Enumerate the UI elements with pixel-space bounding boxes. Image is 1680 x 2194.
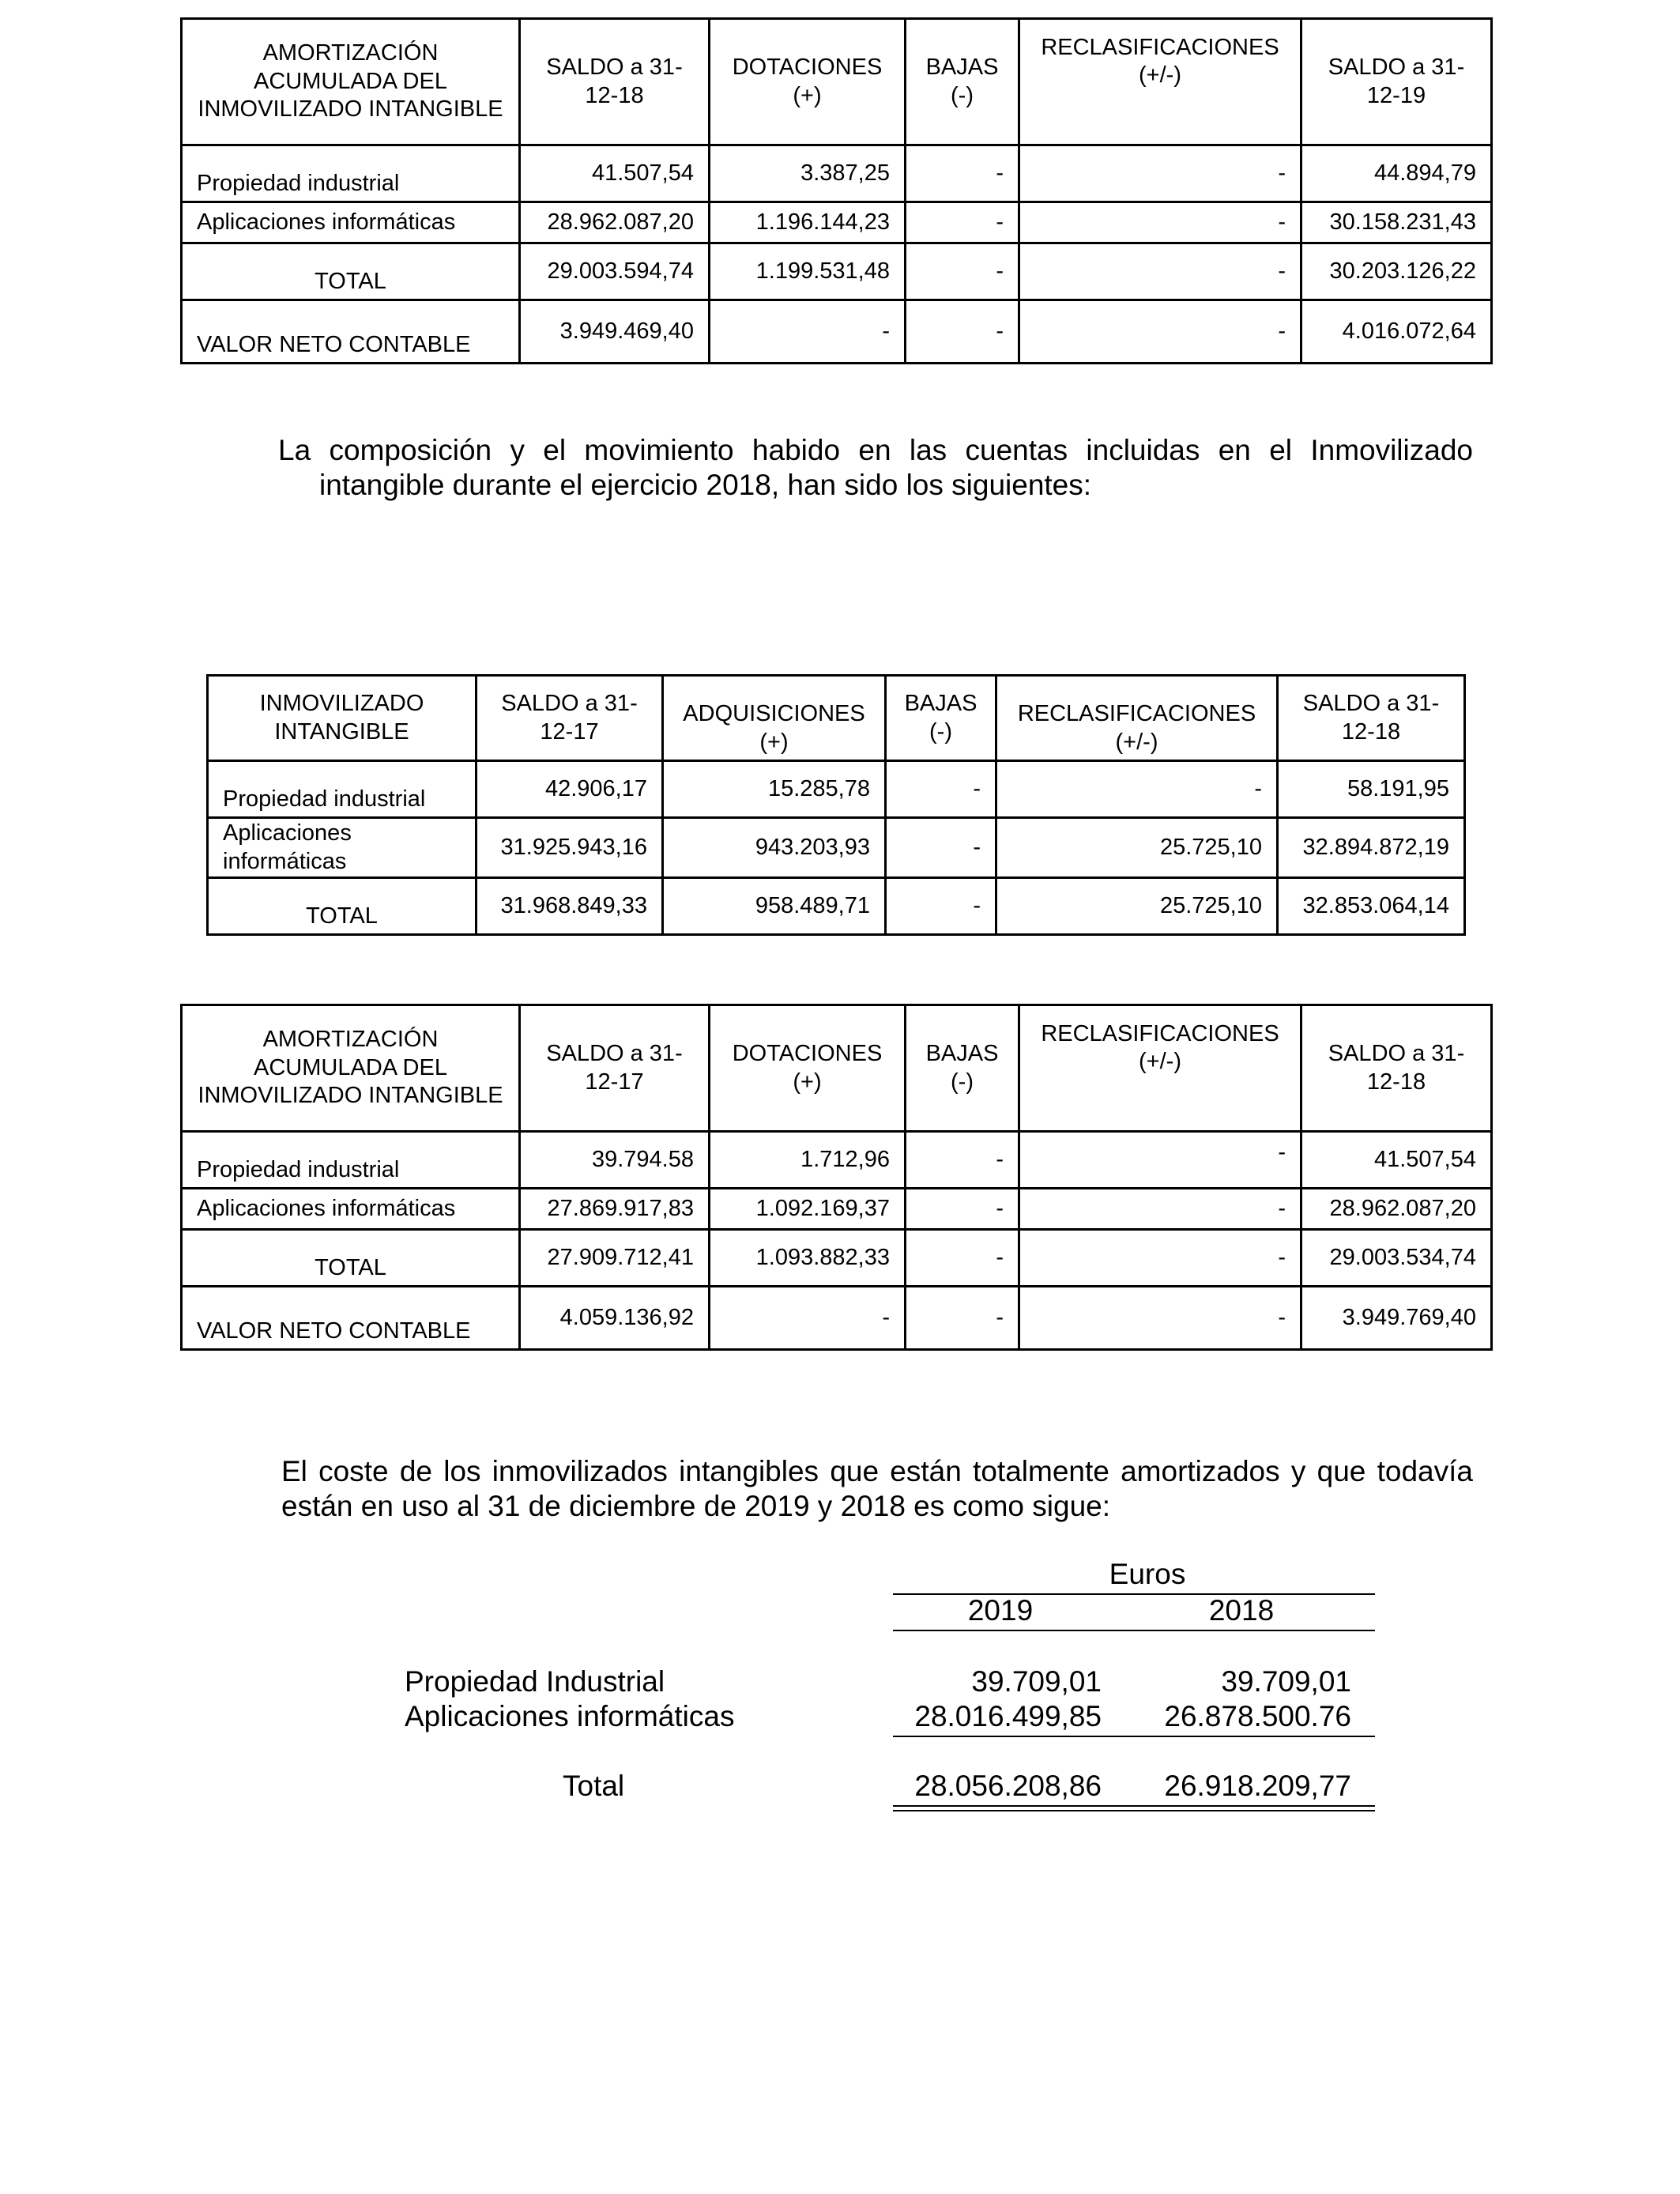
row-label: TOTAL (208, 878, 477, 935)
row-label: Propiedad industrial (208, 761, 477, 818)
paragraph-composition-2018: La composición y el movimiento habido en las cuentas incluidas en el Inmovilizado intangible durante el ejercicio 2018, han sido los siguientes: (278, 434, 1473, 501)
cell: - (906, 1230, 1019, 1287)
cell: 15.285,78 (663, 761, 886, 818)
column-header: RECLASIFICACIONES (+/-) (1019, 1005, 1301, 1132)
column-header: BAJAS (-) (886, 676, 996, 761)
table-row-total (208, 878, 1465, 935)
cell: 44.894,79 (1301, 145, 1492, 202)
cell: - (1019, 1287, 1301, 1350)
cell: 3.949.769,40 (1301, 1287, 1492, 1350)
cell: 27.909.712,41 (520, 1230, 710, 1287)
value-2019: 28.016.499,85 (914, 1700, 1102, 1732)
paragraph-fully-amortized: El coste de los inmovilizados intangibles que están totalmente amortizados y que todavía están en uso al 31 de diciembre de 2019 y 2018 es como sigue: (281, 1455, 1473, 1522)
year-header-2018: 2018 (1208, 1594, 1275, 1627)
column-header: SALDO a 31-12-18 (520, 19, 710, 145)
cell: 3.387,25 (710, 145, 906, 202)
cell: - (886, 878, 996, 935)
value-2019: 28.056.208,86 (914, 1770, 1102, 1802)
row-label: Propiedad industrial (182, 145, 520, 202)
row-label: TOTAL (182, 1230, 520, 1287)
row-label: TOTAL (182, 243, 520, 300)
table-row-net-value (182, 300, 1492, 364)
column-header: INMOVILIZADO INTANGIBLE (208, 676, 477, 761)
column-header: RECLASIFICACIONES (+/-) (996, 676, 1278, 761)
table-header-row (182, 19, 1492, 145)
intangible-assets-table-2018 (206, 674, 1466, 936)
column-header: SALDO a 31-12-19 (1301, 19, 1492, 145)
cell: 41.507,54 (520, 145, 710, 202)
cell: 29.003.534,74 (1301, 1230, 1492, 1287)
cell: - (906, 243, 1019, 300)
row-label: Aplicaciones informáticas (182, 1189, 520, 1230)
cell: 58.191,95 (1278, 761, 1465, 818)
cell: - (1019, 243, 1301, 300)
cell: 30.158.231,43 (1301, 202, 1492, 243)
row-label: Aplicaciones informáticas (405, 1700, 735, 1732)
cell: 25.725,10 (996, 878, 1278, 935)
cell: 1.196.144,23 (710, 202, 906, 243)
column-header: SALDO a 31-12-17 (477, 676, 663, 761)
column-header: SALDO a 31-12-18 (1301, 1005, 1492, 1132)
list-item (405, 1664, 1375, 1699)
table-header-row (182, 1005, 1492, 1132)
cell: - (906, 202, 1019, 243)
table-row (182, 145, 1492, 202)
cell: - (710, 1287, 906, 1350)
column-header: BAJAS (-) (906, 19, 1019, 145)
value-2018: 26.878.500.76 (1164, 1700, 1351, 1732)
column-header: SALDO a 31-12-18 (1278, 676, 1465, 761)
column-header: BAJAS (-) (906, 1005, 1019, 1132)
column-header: ADQUISICIONES (+) (663, 676, 886, 761)
column-header: RECLASIFICACIONES (+/-) (1019, 19, 1301, 145)
cell: 27.869.917,83 (520, 1189, 710, 1230)
table-row (208, 761, 1465, 818)
cell: - (1019, 202, 1301, 243)
cell: - (1019, 145, 1301, 202)
cell: - (1019, 300, 1301, 364)
total-row (405, 1769, 1375, 1804)
cell: 29.003.594,74 (520, 243, 710, 300)
cell: - (886, 761, 996, 818)
cell: 39.794.58 (520, 1132, 710, 1189)
cell: - (906, 1287, 1019, 1350)
column-header: DOTACIONES (+) (710, 1005, 906, 1132)
value-2018: 26.918.209,77 (1164, 1770, 1351, 1802)
year-header-2019: 2019 (967, 1594, 1034, 1627)
cell: 41.507,54 (1301, 1132, 1492, 1189)
table-row (182, 1132, 1492, 1189)
cell: - (906, 145, 1019, 202)
row-label: Aplicaciones informáticas (182, 202, 520, 243)
cell: 1.199.531,48 (710, 243, 906, 300)
currency-label: Euros (1109, 1558, 1186, 1590)
cell: - (906, 1189, 1019, 1230)
cell: 28.962.087,20 (520, 202, 710, 243)
cell: 1.093.882,33 (710, 1230, 906, 1287)
column-header: AMORTIZACIÓN ACUMULADA DEL INMOVILIZADO INTANGIBLE (182, 1005, 520, 1132)
cell: 4.016.072,64 (1301, 300, 1492, 364)
row-label: VALOR NETO CONTABLE (182, 1287, 520, 1350)
cell: - (1019, 1132, 1301, 1189)
table-row (208, 818, 1465, 878)
cell: - (886, 818, 996, 878)
list-item (405, 1699, 1375, 1734)
table-row-total (182, 1230, 1492, 1287)
cell: 958.489,71 (663, 878, 886, 935)
cell: 943.203,93 (663, 818, 886, 878)
cell: 3.949.469,40 (520, 300, 710, 364)
cell: - (996, 761, 1278, 818)
row-label: Propiedad industrial (182, 1132, 520, 1189)
column-header: AMORTIZACIÓN ACUMULADA DEL INMOVILIZADO INTANGIBLE (182, 19, 520, 145)
cell: 31.925.943,16 (477, 818, 663, 878)
table-row (182, 202, 1492, 243)
cell: 1.712,96 (710, 1132, 906, 1189)
cell: 28.962.087,20 (1301, 1189, 1492, 1230)
value-2018: 39.709,01 (1221, 1665, 1351, 1698)
double-underline (893, 1810, 1375, 1811)
amortization-table-2019 (180, 17, 1493, 364)
double-underline (893, 1805, 1375, 1807)
table-header-row (208, 676, 1465, 761)
row-label: VALOR NETO CONTABLE (182, 300, 520, 364)
cell: - (710, 300, 906, 364)
divider (893, 1736, 1375, 1737)
cell: 32.853.064,14 (1278, 878, 1465, 935)
divider (893, 1630, 1375, 1631)
cell: 25.725,10 (996, 818, 1278, 878)
cell: - (906, 300, 1019, 364)
cell: - (1019, 1230, 1301, 1287)
cell: - (1019, 1189, 1301, 1230)
cell: 30.203.126,22 (1301, 243, 1492, 300)
cell: 32.894.872,19 (1278, 818, 1465, 878)
table-row-total (182, 243, 1492, 300)
column-header: SALDO a 31-12-17 (520, 1005, 710, 1132)
cell: 1.092.169,37 (710, 1189, 906, 1230)
column-header: DOTACIONES (+) (710, 19, 906, 145)
row-label: Propiedad Industrial (405, 1665, 665, 1698)
row-label: Total (563, 1770, 625, 1802)
table-row (182, 1189, 1492, 1230)
table-row-net-value (182, 1287, 1492, 1350)
value-2019: 39.709,01 (971, 1665, 1102, 1698)
amortization-table-2018 (180, 1004, 1493, 1351)
cell: 31.968.849,33 (477, 878, 663, 935)
row-label: Aplicaciones informáticas (208, 818, 477, 878)
cell: - (906, 1132, 1019, 1189)
cell: 42.906,17 (477, 761, 663, 818)
cell: 4.059.136,92 (520, 1287, 710, 1350)
